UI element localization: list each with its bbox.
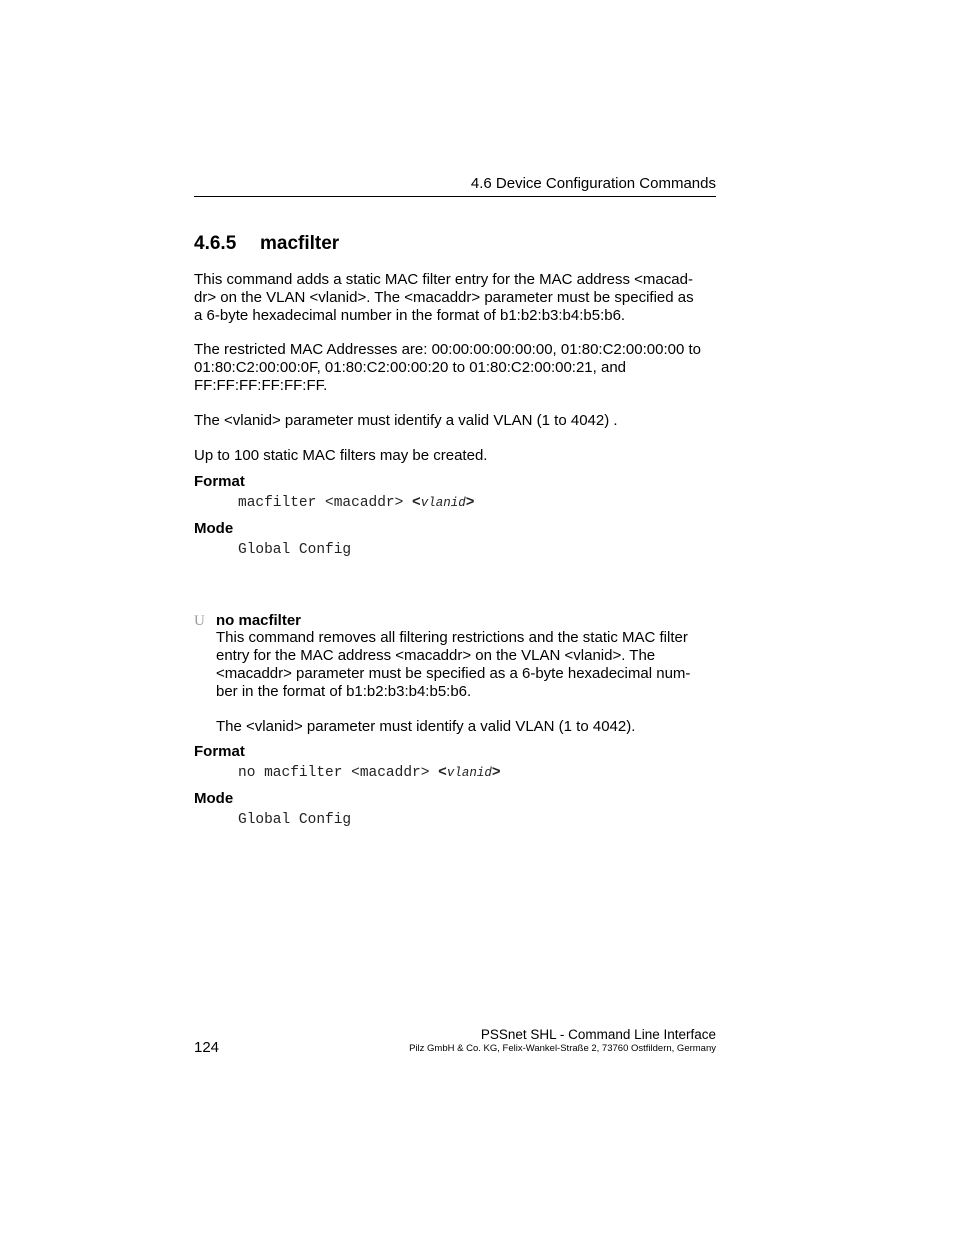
arg-close-bracket: > [465, 495, 475, 511]
format-command [238, 494, 474, 512]
bullet-icon: U [194, 613, 205, 629]
no-command-paragraph-2: The <vlanid> parameter must identify a valid VLAN (1 to 4042). [216, 718, 636, 735]
mode-label: Mode [194, 520, 234, 537]
format-label: Format [194, 743, 245, 760]
section-number: 4.6.5 [194, 233, 237, 254]
intro-paragraph-3: The <vlanid> parameter must identify a valid VLAN (1 to 4042) . [194, 412, 618, 429]
intro-paragraph-1 [194, 271, 694, 325]
intro-p1-line: a 6-byte hexadecimal number in the format of b1:b2:b3:b4:b5:b6. [194, 307, 626, 324]
mode-value: Global Config [238, 542, 352, 558]
page-number: 124 [194, 1039, 220, 1056]
header-divider [194, 196, 716, 197]
no-command-p1-line: <macaddr> parameter must be specified as a 6-byte hexadecimal num- [216, 665, 691, 682]
intro-paragraph-2 [194, 341, 701, 395]
no-command-title: no macfilter [216, 612, 302, 629]
intro-paragraph-4: Up to 100 static MAC filters may be created. [194, 447, 488, 464]
footer-address: Pilz GmbH & Co. KG, Felix-Wankel-Straße 2, 73760 Ostfildern, Germany [409, 1043, 716, 1054]
intro-p2-line: The restricted MAC Addresses are: 00:00:00:00:00:00, 01:80:C2:00:00:00 to [194, 341, 701, 358]
command-argument: vlanid [420, 496, 466, 510]
no-command-p1-line: entry for the MAC address <macaddr> on the VLAN <vlanid>. The [216, 647, 656, 664]
intro-p1-line: dr> on the VLAN <vlanid>. The <macaddr> parameter must be specified as [194, 289, 694, 306]
running-header: 4.6 Device Configuration Commands [470, 175, 716, 192]
command-text: macfilter <macaddr> [238, 495, 413, 511]
intro-p1-line: This command adds a static MAC filter entry for the MAC address <macad- [194, 271, 693, 288]
no-command-p1-line: This command removes all filtering restrictions and the static MAC filter [216, 629, 688, 646]
footer-doc-title: PSSnet SHL - Command Line Interface [480, 1027, 716, 1042]
arg-open-bracket: < [438, 765, 447, 781]
section-title: macfilter [260, 233, 340, 254]
command-text: no macfilter <macaddr> [238, 765, 439, 781]
section-heading [194, 233, 339, 255]
no-command-p1-line: ber in the format of b1:b2:b3:b4:b5:b6. [216, 683, 472, 700]
format-command [238, 764, 501, 782]
no-command-paragraph-1 [216, 629, 690, 701]
arg-open-bracket: < [412, 495, 421, 511]
mode-value: Global Config [238, 812, 352, 828]
mode-label: Mode [194, 790, 234, 807]
intro-p2-line: 01:80:C2:00:00:0F, 01:80:C2:00:00:20 to 01:80:C2:00:00:21, and [194, 359, 627, 376]
format-label: Format [194, 473, 245, 490]
arg-close-bracket: > [491, 765, 501, 781]
command-argument: vlanid [446, 766, 492, 780]
intro-p2-line: FF:FF:FF:FF:FF:FF. [194, 377, 328, 394]
